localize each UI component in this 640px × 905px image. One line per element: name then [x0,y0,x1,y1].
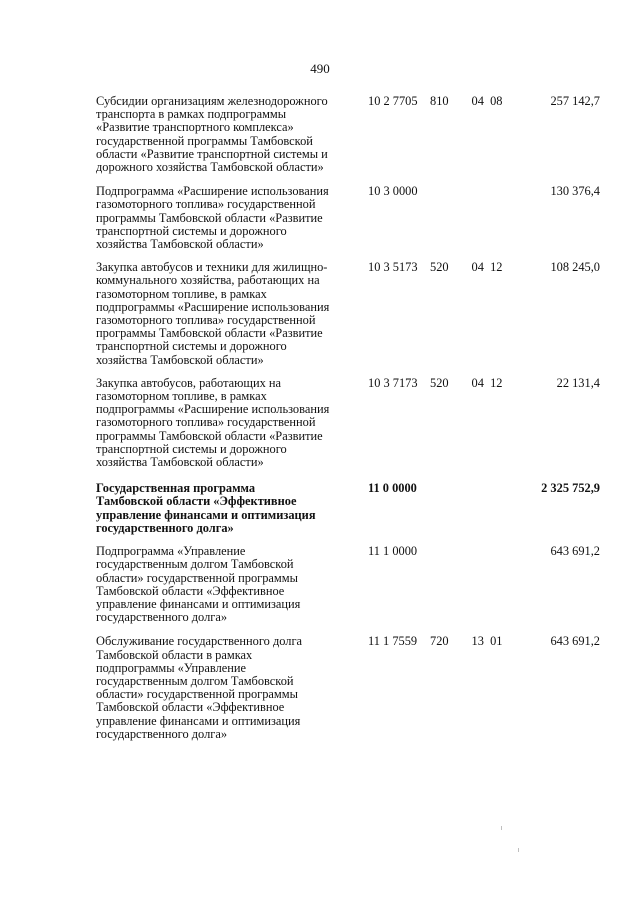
description-line: газомоторного топлива» государственной [96,197,316,212]
description-line: программы Тамбовской области «Развитие [96,326,323,341]
amount: 108 245,0 [550,260,600,275]
amount: 257 142,7 [550,94,600,108]
table-row [96,377,606,469]
target-code: 11 0 0000 [368,481,417,496]
description-line: программы Тамбовской области «Развитие [96,428,323,443]
description-line: подпрограммы «Расширение использования [96,402,330,417]
table-row [96,482,606,535]
description-line: Обслуживание государственного долга [96,634,303,649]
description-line: газомоторного топлива» государственной [96,313,316,328]
target-code: 11 1 7559 [368,634,418,649]
description-line: области» государственной программы [96,570,298,585]
description-line: газомоторного топлива» государственной [96,415,316,430]
description-line: области» государственной программы [96,687,298,702]
description-line: программы Тамбовской области «Развитие [96,210,323,225]
section-subsection: 13 01 [471,634,503,649]
description-line: транспорта в рамках подпрограммы [96,107,287,122]
expense-type: 810 [430,94,449,108]
row-description [96,95,358,174]
target-code: 10 2 7705 [368,94,418,108]
description-line: транспортной системы и дорожного [96,441,287,456]
amount: 643 691,2 [550,634,600,649]
amount: 2 325 752,9 [541,481,600,496]
expense-type: 520 [430,375,449,390]
description-line: управление финансами и оптимизация [96,713,301,728]
description-line: дорожного хозяйства Тамбовской области» [96,160,324,175]
description-line: подпрограммы «Расширение использования [96,299,330,314]
description-line: Государственная программа [96,481,256,496]
description-line: Закупка автобусов, работающих на [96,375,282,390]
section-subsection: 04 12 [471,375,503,390]
table-row [96,635,606,741]
table-row [96,185,606,251]
description-line: подпрограммы «Управление [96,660,247,675]
target-code: 10 3 7173 [368,375,418,390]
description-line: государственной программы Тамбовской [96,133,313,148]
target-code: 10 3 0000 [368,184,418,199]
description-line: Субсидии организациям железнодорожного [96,94,328,108]
description-line: хозяйства Тамбовской области» [96,352,264,367]
description-line: коммунального хозяйства, работающих на [96,273,320,288]
description-line: Закупка автобусов и техники для жилищно- [96,260,328,275]
description-line: Тамбовской области «Эффективное [96,700,285,715]
description-line: Тамбовской области «Эффективное [96,494,297,509]
row-description [96,635,358,741]
description-line: транспортной системы и дорожного [96,223,287,238]
description-line: транспортной системы и дорожного [96,339,287,354]
page-number: 490 [310,61,330,76]
target-code: 11 1 0000 [368,544,418,559]
description-line: хозяйства Тамбовской области» [96,455,264,470]
budget-table [96,95,606,741]
description-line: хозяйства Тамбовской области» [96,237,264,252]
table-row [96,545,606,624]
section-subsection: 04 12 [471,260,503,275]
description-line: государственного долга» [96,610,228,625]
row-description [96,545,358,624]
expense-type: 520 [430,260,449,275]
amount: 130 376,4 [550,184,600,199]
scan-mark [518,848,519,852]
target-code: 10 3 5173 [368,260,418,275]
section-subsection: 04 08 [471,94,503,108]
description-line: Подпрограмма «Управление [96,544,246,559]
description-line: государственного долга» [96,520,234,535]
table-row [96,261,606,367]
row-description [96,185,358,251]
description-line: управление финансами и оптимизация [96,596,301,611]
amount: 22 131,4 [556,375,600,390]
expense-type: 720 [430,634,449,649]
description-line: области «Развитие транспортной системы и [96,146,328,161]
description-line: «Развитие транспортного комплекса» [96,120,294,135]
description-line: государственным долгом Тамбовской [96,557,294,572]
description-line: Тамбовской области в рамках [96,647,253,662]
description-line: Тамбовской области «Эффективное [96,583,285,598]
description-line: государственного долга» [96,726,228,741]
description-line: управление финансами и оптимизация [96,507,316,522]
description-line: газомоторном топливе, в рамках [96,286,267,301]
scan-mark [501,826,502,830]
table-row [96,95,606,174]
row-description [96,261,358,367]
description-line: Подпрограмма «Расширение использования [96,184,329,199]
row-description [96,377,358,469]
description-line: государственным долгом Тамбовской [96,673,294,688]
amount: 643 691,2 [550,544,600,559]
row-description [96,482,358,535]
description-line: газомоторном топливе, в рамках [96,389,267,404]
